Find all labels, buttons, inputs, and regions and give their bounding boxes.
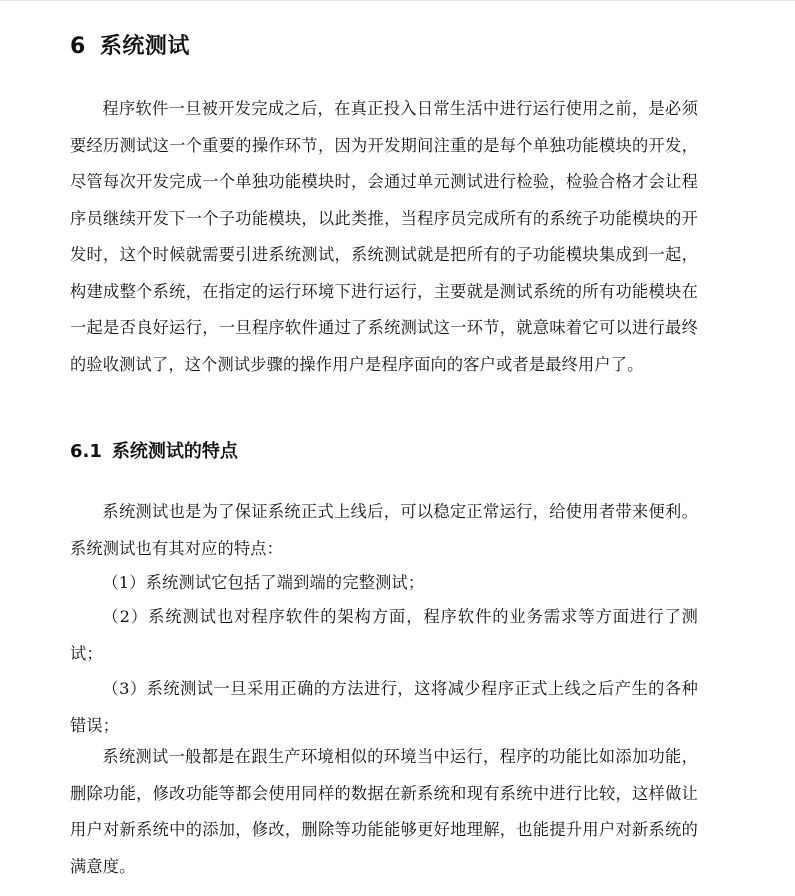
feature-item-3: （3）系统测试一旦采用正确的方法进行，这将减少程序正式上线之后产生的各种错误；: [70, 679, 698, 735]
subsection-heading: [70, 437, 238, 463]
section-title: 系统测试: [99, 34, 190, 59]
feature-item-1: （1）系统测试它包括了端到端的完整测试；: [102, 573, 425, 592]
subsection-intro-paragraph: 系统测试也是为了保证系统正式上线后，可以稳定正常运行，给使用者带来便利。系统测试也有其对应的特点：: [70, 502, 698, 558]
section-heading: [70, 29, 190, 60]
section-number: 6: [70, 34, 86, 59]
feature-item-2: （2）系统测试也对程序软件的架构方面，程序软件的业务需求等方面进行了测试；: [70, 607, 698, 663]
section-intro-paragraph: 程序软件一旦被开发完成之后，在真正投入日常生活中进行运行使用之前，是必须要经历测试这一个重要的操作环节，因为开发期间注重的是每个单独功能模块的开发，尽管每次开发完成一个单独功能模块时，会通过单元测试进行检验，检验合格才会让程序员继续开发下一个子功能模块，以此类推，当程序员完成所有的系统子功能模块的开发时，这个时候就需要引进系统测试，系统测试就是把所有的子功能模块集成到一起，构建成整个系统，在指定的运行环境下进行运行，主要就是测试系统的所有功能模块在一起是否良好运行，一旦程序软件通过了系统测试这一环节，就意味着它可以进行最终的验收测试了，这个测试步骤的操作用户是程序面向的客户或者是最终用户了。: [70, 99, 698, 374]
subsection-number: 6.1: [70, 441, 102, 462]
closing-paragraph: 系统测试一般都是在跟生产环境相似的环境当中运行，程序的功能比如添加功能，删除功能，修改功能等都会使用同样的数据在新系统和现有系统中进行比较，这样做让用户对新系统中的添加，修改，删除等功能能够更好地理解，也能提升用户对新系统的满意度。: [70, 747, 698, 876]
subsection-title: 系统测试的特点: [111, 441, 238, 462]
